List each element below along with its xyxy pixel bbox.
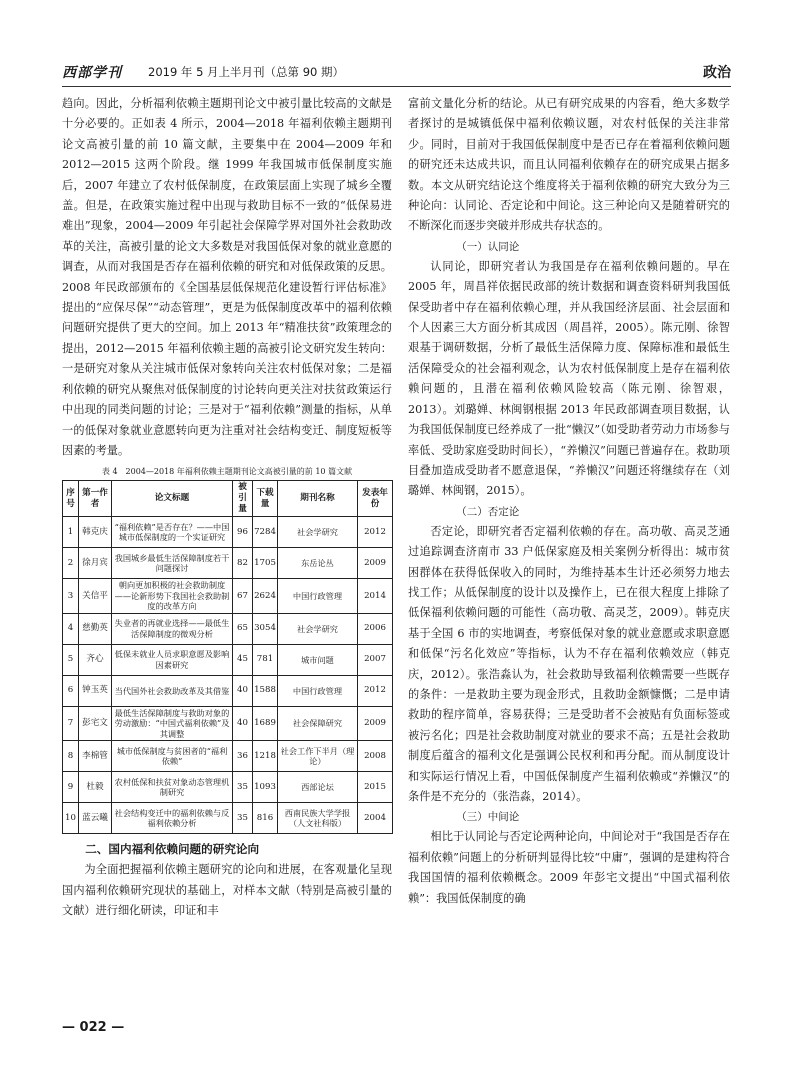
table-caption: 表 4 2004—2018 年福利依赖主题期刊论文高被引量的前 10 篇文献 <box>101 467 353 477</box>
paragraph: 富前文量化分析的结论。从已有研究成果的内容看，绝大多数学者探讨的是城镇低保中福利依赖议题，对农村低保的关注非常少。同时，目前对于我国低保制度中是否已存在着福利依赖问题的研究还未达成共识，而且认同福利依赖存在的研究成果占据多数。本文从研究结论这个维度将关于福利依赖的研究大致分为三种论向：认同论、否定论和中间论。这三种论向又是随着研究的不断深化而逐步突破并形成共存状态的。 <box>408 97 730 233</box>
col-header: 期刊名称 <box>278 481 358 517</box>
issue-info: 2019 年 5 月上半月刊（总第 90 期） <box>148 65 344 79</box>
table-cell-downloads: 1689 <box>253 706 278 741</box>
table-cell-cited: 40 <box>233 675 253 706</box>
table-row <box>63 803 393 834</box>
table-cell-journal: 社会工作下半月（理论） <box>278 741 358 772</box>
paragraph: 为全面把握福利依赖主题研究的论向和进展，在客观量化呈现国内福利依赖研究现状的基础上，对样本文献（特别是高被引量的文献）进行细化研读，印证和丰 <box>62 863 392 918</box>
table-cell-no: 5 <box>63 644 79 675</box>
table-cell-no: 2 <box>63 548 79 579</box>
table-cell-no: 8 <box>63 741 79 772</box>
table-cell-title: 社会结构变迁中的福利依赖与反福利依赖分析 <box>112 803 233 834</box>
table-cell-journal: 中国行政管理 <box>278 579 358 614</box>
table-cell-cited: 35 <box>233 803 253 834</box>
table-cell-author: 蓝云曦 <box>79 803 112 834</box>
subsection-heading: （二）否定论 <box>456 505 520 518</box>
table-cell-year: 2009 <box>358 548 393 579</box>
paragraph: 趋向。因此，分析福利依赖主题期刊论文中被引量比较高的文献是十分必要的。正如表 4 所示，2004—2018 年福利依赖主题期刊论文高被引量的前 10 篇文献，主要集中在 2004—2009 年和 2012—2015 这两个阶段。继 1999 年我国城市低保制度实施后，2007 年建立了农村低保制度，在政策层面上实现了城乡全覆盖。但是，在政策实施过程中出现与救助目标不一致的“低保易进难出”现象，2004—2009 年引起社会保障学界对国外社会救助改革的关注，高被引量的论文大多数是对我国低保对象的就业意愿的调查，从而对我国是否存在福利依赖的研究和对低保政策的反思。2008 年民政部颁布的《全国基层低保规范化建设暂行评估标准》提出的“应保尽保”“动态管理”，更是为低保制度改革中的福利依赖问题研究提供了更大的空间。加上 2013 年“精准扶贫”政策理念的提出，2012—2015 年福利依赖主题的高被引论文研究发生转向：一是研究对象从关注城市低保对象转向关注农村低保对象；二是福利依赖的研究从聚焦对低保制度的讨论转向更关注对扶贫政策运行中出现的同类问题的讨论；三是对于“福利依赖”测量的指标，从单一的低保对象就业意愿转向更为注重对社会结构变迁、制度短板等因素的考量。 <box>62 97 392 457</box>
col-header: 论文标题 <box>112 481 233 517</box>
table-cell-no: 6 <box>63 675 79 706</box>
table-cell-author: 韩克庆 <box>79 517 112 548</box>
table-cell-year: 2015 <box>358 772 393 803</box>
col-header: 下载量 <box>253 481 278 517</box>
table-cell-year: 2004 <box>358 803 393 834</box>
table-cell-title: 我国城乡最低生活保障制度若干问题探讨 <box>112 548 233 579</box>
table-cell-title: “福利依赖”是否存在？——中国城市低保制度的一个实证研究 <box>112 517 233 548</box>
table-cell-cited: 36 <box>233 741 253 772</box>
table-cell-year: 2009 <box>358 706 393 741</box>
table-cell-author: 慈勤英 <box>79 613 112 644</box>
table-row <box>63 741 393 772</box>
table-cell-author: 关信平 <box>79 579 112 614</box>
table-cell-cited: 45 <box>233 644 253 675</box>
table-cell-downloads: 816 <box>253 803 278 834</box>
paragraph: 相比于认同论与否定论两种论向，中间论对于“我国是否存在福利依赖”问题上的分析研判显得比较“中庸”，强调的是建构符合我国国情的福利依赖概念。2009 年彭宅文提出“中国式福利依赖”：我国低保制度的确 <box>408 830 730 905</box>
subsection-heading: （一）认同论 <box>456 240 520 253</box>
table-cell-cited: 40 <box>233 706 253 741</box>
col-header: 发表年份 <box>358 481 393 517</box>
section-label: 政治 <box>703 65 731 81</box>
table-cell-downloads: 7284 <box>253 517 278 548</box>
table-cell-title: 最低生活保障制度与救助对象的劳动激励：“中国式福利依赖”及其调整 <box>112 706 233 741</box>
table-cell-journal: 城市问题 <box>278 644 358 675</box>
table-cell-title: 当代国外社会救助改革及其借鉴 <box>112 675 233 706</box>
header-rule <box>62 86 731 87</box>
table-cell-journal: 社会保障研究 <box>278 706 358 741</box>
table-cell-author: 钟玉英 <box>79 675 112 706</box>
col-header: 序号 <box>63 481 79 517</box>
table-cell-cited: 35 <box>233 772 253 803</box>
table-cell-downloads: 781 <box>253 644 278 675</box>
table-row <box>63 548 393 579</box>
table-row <box>63 579 393 614</box>
table-cell-author: 杜毅 <box>79 772 112 803</box>
table-cell-year: 2014 <box>358 579 393 614</box>
table-cell-title: 朝向更加积极的社会救助制度——论新形势下我国社会救助制度的改革方向 <box>112 579 233 614</box>
table-cell-cited: 96 <box>233 517 253 548</box>
table-cell-journal: 社会学研究 <box>278 613 358 644</box>
table-cell-no: 4 <box>63 613 79 644</box>
table-cell-title: 失业者的再就业选择——最低生活保障制度的微观分析 <box>112 613 233 644</box>
table-cell-downloads: 3054 <box>253 613 278 644</box>
table-cell-title: 城市低保制度与贫困者的“福利依赖” <box>112 741 233 772</box>
table-cell-no: 9 <box>63 772 79 803</box>
table-cell-downloads: 1218 <box>253 741 278 772</box>
table-cell-year: 2008 <box>358 741 393 772</box>
col-header: 被引量 <box>233 481 253 517</box>
table-cell-author: 彭宅文 <box>79 706 112 741</box>
table-row <box>63 613 393 644</box>
table-cell-title: 农村低保和扶贫对象动态管理机制研究 <box>112 772 233 803</box>
section-title: 二、国内福利依赖问题的研究论向 <box>85 842 260 857</box>
table-cell-no: 10 <box>63 803 79 834</box>
table-cell-author: 李棉管 <box>79 741 112 772</box>
table-cell-year: 2007 <box>358 644 393 675</box>
table-cell-year: 2012 <box>358 675 393 706</box>
table-cell-cited: 82 <box>233 548 253 579</box>
page-number: — 022 — <box>62 1020 125 1035</box>
table-cell-title: 低保未就业人员求职意愿及影响因素研究 <box>112 644 233 675</box>
subsection-heading: （三）中间论 <box>456 811 520 824</box>
table-cell-cited: 65 <box>233 613 253 644</box>
table-cell-journal: 东岳论丛 <box>278 548 358 579</box>
table-row <box>63 675 393 706</box>
citation-table <box>62 480 393 834</box>
table-row <box>63 517 393 548</box>
table-cell-journal: 西部论坛 <box>278 772 358 803</box>
table-cell-downloads: 1093 <box>253 772 278 803</box>
table-cell-journal: 社会学研究 <box>278 517 358 548</box>
table-cell-no: 3 <box>63 579 79 614</box>
table-header-row <box>63 481 393 517</box>
table-cell-author: 齐心 <box>79 644 112 675</box>
table-cell-journal: 中国行政管理 <box>278 675 358 706</box>
paragraph: 否定论，即研究者否定福利依赖的存在。高功敬、高灵芝通过追踪调查济南市 33 户低保家庭及相关案例分析得出：城市贫困群体在获得低保收入的同时，为维持基本生计还必须努力地去找工作；从低保制度的设计以及操作上，已在很大程度上排除了低保福利依赖问题的可能性（高功敬、高灵芝，2009）。韩克庆基于全国 6 市的实地调查，考察低保对象的就业意愿或求职意愿和低保“污名化效应”等指标，认为不存在福利依赖效应（韩克庆，2012）。张浩淼认为，社会救助导致福利依赖需要一些既存的条件：一是救助主要为现金形式，且救助金额慷慨；二是申请救助的程序简单，容易获得；三是受助者不会被贴有负面标签或被污名化；四是社会救助制度对就业的要求不高；五是社会救助制度后蕴含的福利文化是强调公民权利和再分配。而从制度设计和实际运行情况上看，中国低保制度产生福利依赖或“养懒汉”的条件是不充分的（张浩淼，2014）。 <box>408 524 730 803</box>
table-cell-year: 2006 <box>358 613 393 644</box>
table-cell-journal: 西南民族大学学报（人文社科版） <box>278 803 358 834</box>
table-row <box>63 706 393 741</box>
table-cell-author: 徐月宾 <box>79 548 112 579</box>
col-header: 第一作者 <box>79 481 112 517</box>
table-cell-downloads: 1588 <box>253 675 278 706</box>
table-cell-no: 7 <box>63 706 79 741</box>
left-column <box>62 94 392 922</box>
paragraph: 认同论，即研究者认为我国是存在福利依赖问题的。早在 2005 年，周昌祥依据民政部的统计数据和调查资料研判我国低保受助者中存在福利依赖心理，并从我国经济层面、社会层面和个人因素三大方面分析其成因（周昌祥，2005）。陈元刚、徐智艰基于调研数据，分析了最低生活保障力度、保障标准和最低生活保障受众的社会福利观念，认为农村低保制度上是存在福利依赖问题的，且潜在福利依赖风险较高（陈元刚、徐智艰，2013）。刘璐婵、林闽钢根据 2013 年民政部调查项目数据，认为我国低保制度已经养成了一批“懒汉”（如受助者劳动力市场参与率低、受助家庭受助时间长），“养懒汉”问题已普遍存在。救助项目叠加造成受助者不愿意退保，“养懒汉”问题还将继续存在（刘璐婵、林闽钢，2015）。 <box>408 259 730 498</box>
right-column <box>408 94 730 909</box>
table-cell-cited: 67 <box>233 579 253 614</box>
table-cell-downloads: 2624 <box>253 579 278 614</box>
journal-brand: 西部学刊 <box>62 65 122 81</box>
table-row <box>63 772 393 803</box>
table-cell-year: 2012 <box>358 517 393 548</box>
table-row <box>63 644 393 675</box>
table-cell-no: 1 <box>63 517 79 548</box>
table-cell-downloads: 1705 <box>253 548 278 579</box>
